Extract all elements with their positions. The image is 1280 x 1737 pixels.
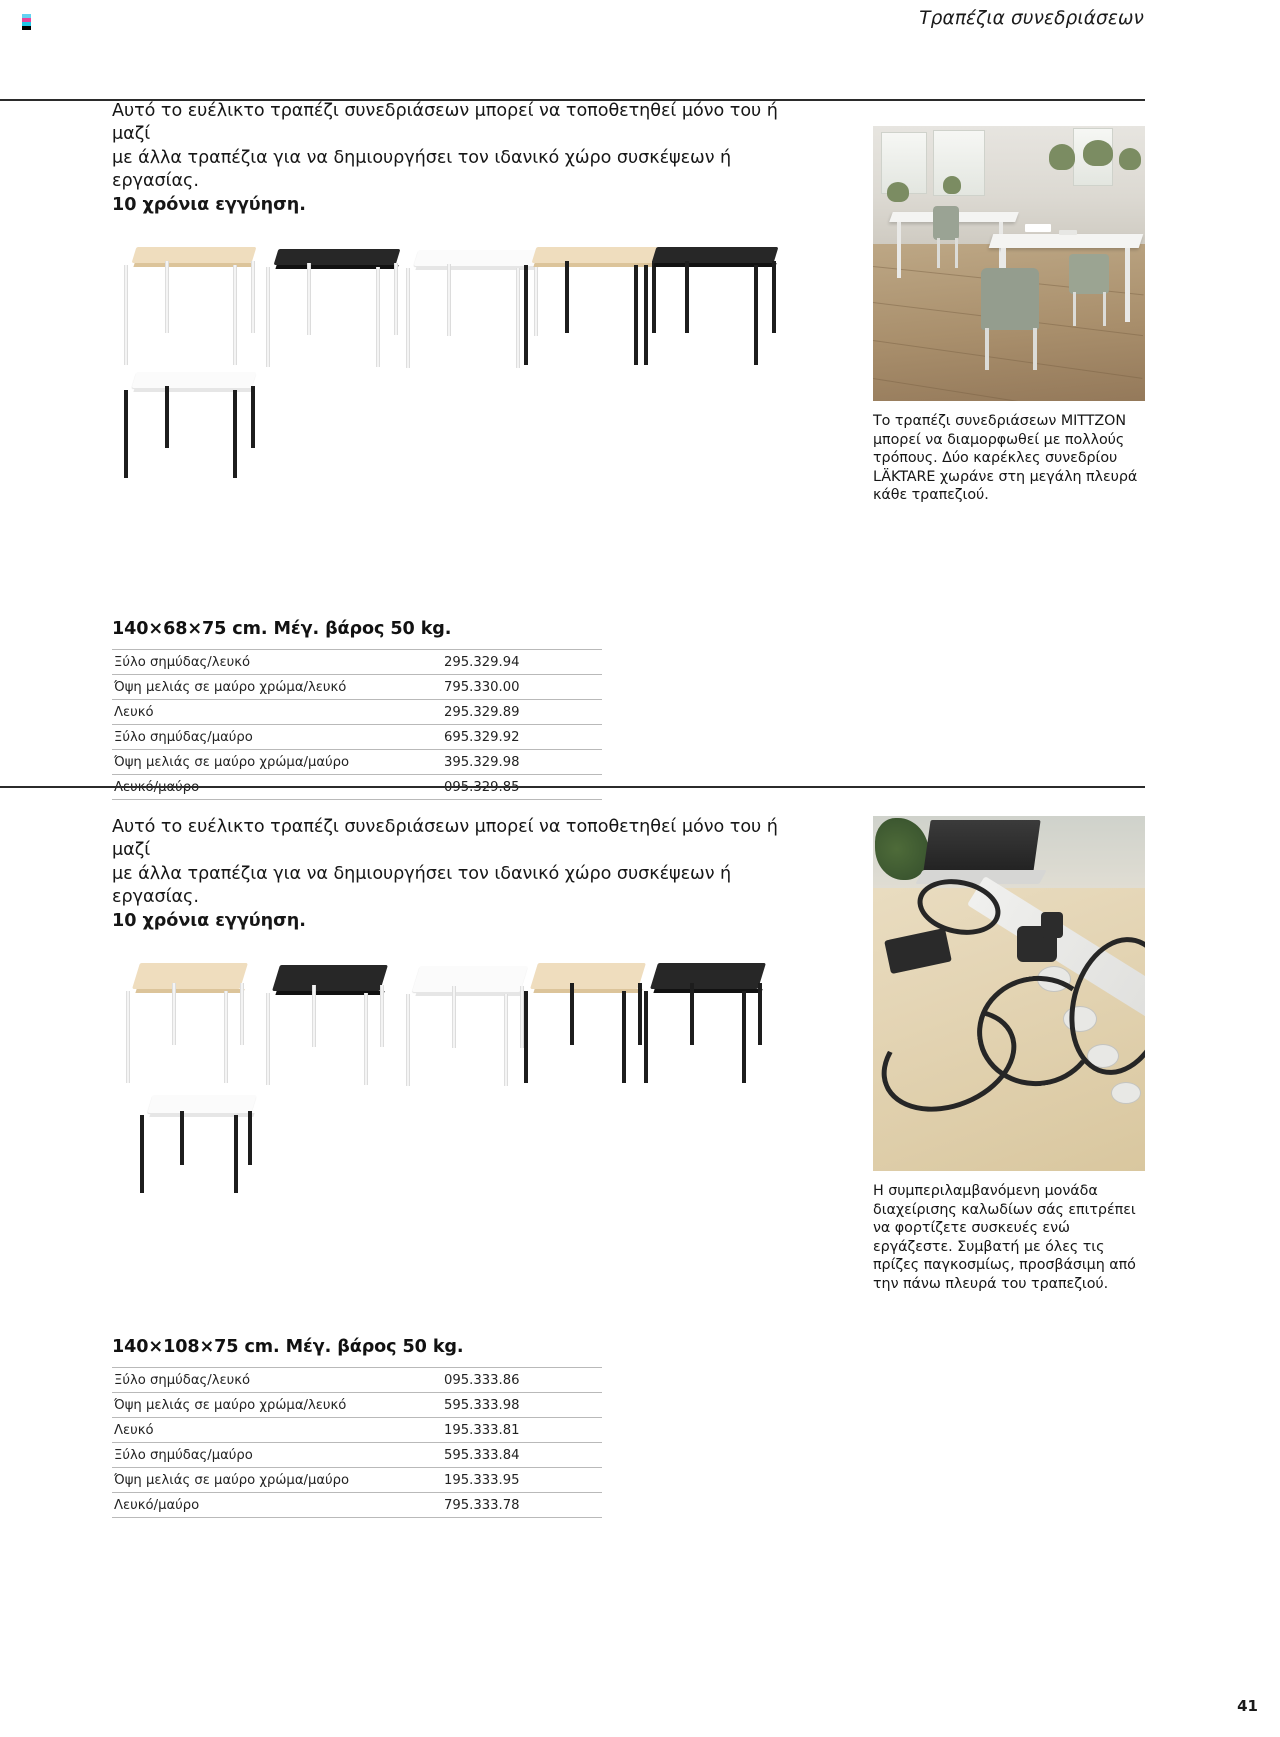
cmyk-registration-bar-icon [22,14,31,30]
article-number: 395.329.98 [432,749,602,774]
section-2-side-column [873,816,1145,1293]
article-number-table [112,1367,602,1518]
spec-title: 140×108×75 cm. Μέγ. βάρος 50 kg. [112,1336,464,1357]
section-1-description [112,100,812,217]
table-row [112,724,602,749]
article-number: 795.333.78 [432,1492,602,1517]
article-number: 295.329.94 [432,649,602,674]
product-render-black-black [640,247,790,367]
article-number: 195.333.81 [432,1417,602,1442]
intro-line-2: με άλλα τραπέζια για να δημιουργήσει τον ιδανικό χώρο συσκέψεων ή εργασίας. [112,863,732,908]
variant-name: Ξύλο σημύδας/μαύρο [112,724,432,749]
section-1-main-column [112,100,812,800]
variant-name: Ξύλο σημύδας/μαύρο [112,1442,432,1467]
product-render-black-white [262,249,412,369]
article-number: 195.333.95 [432,1467,602,1492]
meeting-room-photo [873,126,1145,401]
product-render-black-black [638,963,788,1083]
warranty-label: 10 χρόνια εγγύηση. [112,910,306,931]
intro-line-1: Αυτό το ευέλικτο τραπέζι συνεδριάσεων μπορεί να τοποθετηθεί μόνο του ή μαζί [112,817,778,861]
article-number: 295.329.89 [432,699,602,724]
article-number-table [112,649,602,800]
section-1-product-renders [112,237,812,537]
variant-name: Λευκό/μαύρο [112,1492,432,1517]
section-divider [0,786,1145,788]
variant-name: Όψη μελιάς σε μαύρο χρώμα/λευκό [112,1392,432,1417]
section-2-photo-caption: Η συμπεριλαμβανόμενη μονάδα διαχείρισης καλωδίων σάς επιτρέπει να φορτίζετε συσκευές ενώ εργάζεστε. Συμβατή με όλες τις πρίζες παγκοσμίως, προσβάσιμη από την πάνω πλευρά του τραπεζιού. [873,1183,1136,1292]
page-header [0,0,1280,100]
product-render-birch-white [120,247,270,367]
page-title: Τραπέζια συνεδριάσεων [919,8,1144,29]
variant-name: Ξύλο σημύδας/λευκό [112,1367,432,1392]
variant-name: Λευκό [112,699,432,724]
table-row [112,749,602,774]
intro-line-2: με άλλα τραπέζια για να δημιουργήσει τον ιδανικό χώρο συσκέψεων ή εργασίας. [112,147,732,192]
variant-name: Λευκό [112,1417,432,1442]
variant-name: Όψη μελιάς σε μαύρο χρώμα/μαύρο [112,1467,432,1492]
product-section-2 [0,786,1280,1513]
cable-management-photo [873,816,1145,1171]
article-number: 795.330.00 [432,674,602,699]
product-render-birch-white [120,963,270,1083]
section-2-spec-block [112,1337,812,1518]
article-number: 595.333.98 [432,1392,602,1417]
product-section-1 [0,100,1280,780]
article-number: 095.333.86 [432,1367,602,1392]
variant-name: Ξύλο σημύδας/λευκό [112,649,432,674]
page-number: 41 [1237,1697,1258,1715]
intro-line-1: Αυτό το ευέλικτο τραπέζι συνεδριάσεων μπορεί να τοποθετηθεί μόνο του ή μαζί [112,101,778,145]
section-1-photo-caption: Το τραπέζι συνεδριάσεων MITTZON μπορεί να διαμορφωθεί με πολλούς τρόπους. Δύο καρέκλες συνεδρίου LÄKTARE χωράνε στη μεγάλη πλευρά κάθε τραπεζιού. [873,413,1138,504]
section-2-description [112,816,812,933]
product-render-white-black [120,372,270,492]
variant-name: Όψη μελιάς σε μαύρο χρώμα/λευκό [112,674,432,699]
product-render-black-white [260,965,410,1085]
table-row [112,1392,602,1417]
product-render-white-black [134,1095,284,1215]
table-row [112,1442,602,1467]
variant-name: Όψη μελιάς σε μαύρο χρώμα/μαύρο [112,749,432,774]
table-row [112,649,602,674]
article-number: 595.333.84 [432,1442,602,1467]
section-2-main-column [112,816,812,1518]
warranty-label: 10 χρόνια εγγύηση. [112,194,306,215]
article-number: 695.329.92 [432,724,602,749]
table-row [112,1492,602,1517]
section-2-product-renders [112,953,812,1253]
spec-title: 140×68×75 cm. Μέγ. βάρος 50 kg. [112,618,452,639]
section-1-side-column [873,126,1145,505]
section-1-spec-block [112,619,812,800]
table-row [112,674,602,699]
table-row [112,699,602,724]
table-row [112,1417,602,1442]
table-row [112,1467,602,1492]
table-row [112,1367,602,1392]
